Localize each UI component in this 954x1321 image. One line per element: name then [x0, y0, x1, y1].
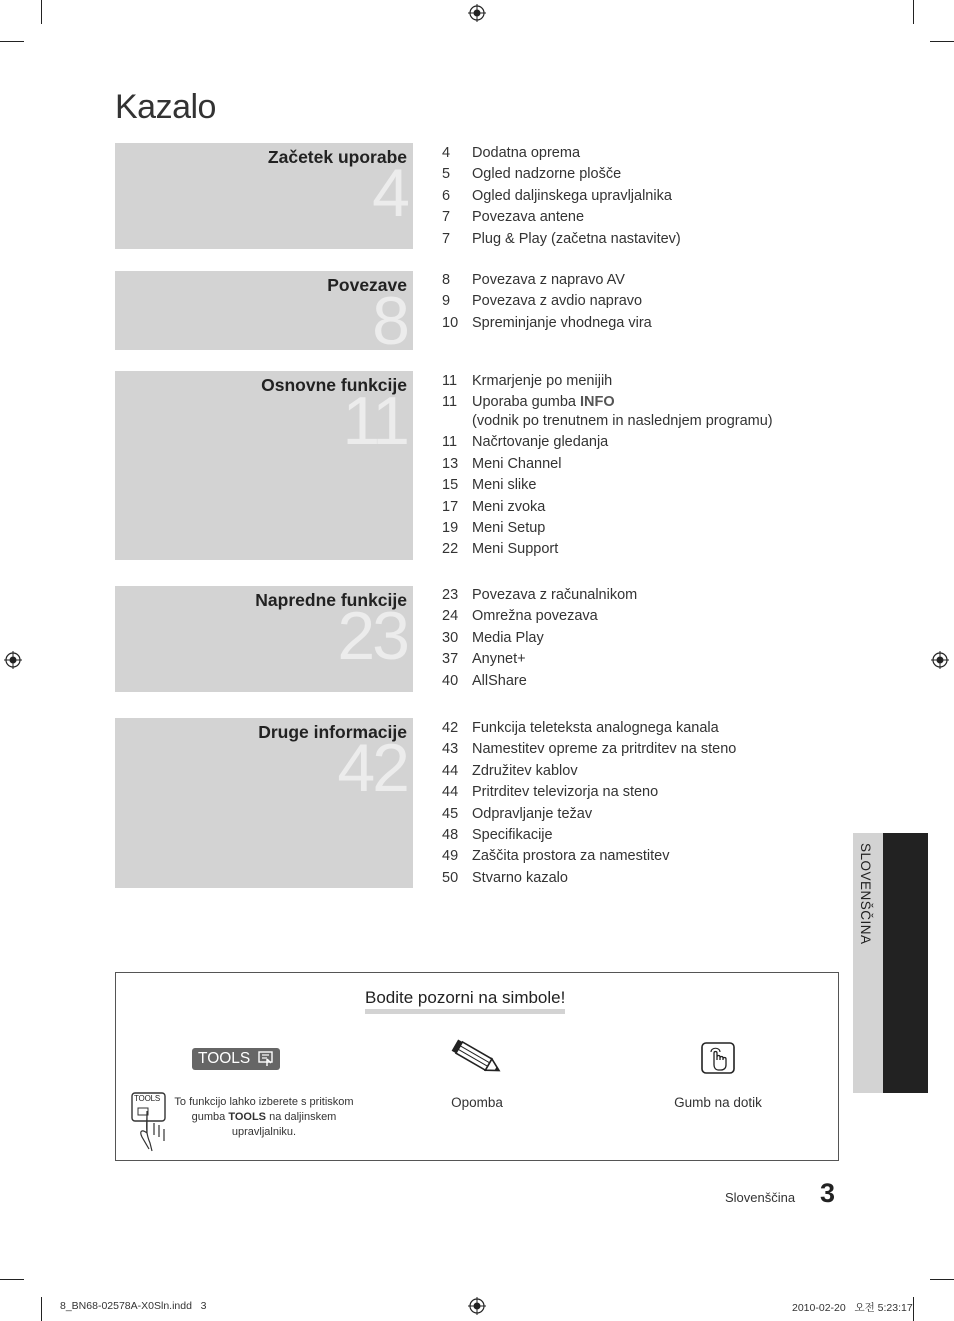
entry-text: Spreminjanje vhodnega vira: [472, 314, 652, 331]
section-box-zacetek-uporabe: [115, 143, 413, 249]
crop-mark: [913, 1297, 914, 1321]
entry-text: Media Play: [472, 629, 544, 646]
tools-description-line: upravljalniku.: [231, 1126, 297, 1138]
entry-text: Dodatna oprema: [472, 145, 581, 161]
section-title: Osnovne funkcije: [261, 375, 407, 395]
entry-page: 8: [442, 272, 451, 288]
entry-text: Specifikacije: [472, 826, 553, 843]
entry-text: Meni Support: [472, 541, 559, 558]
section-title: Začetek uporabe: [267, 147, 407, 167]
entry-page: 37: [442, 651, 459, 668]
page-number: 3: [820, 1178, 836, 1208]
language-tab-label: SLOVENŠČINA: [858, 843, 873, 945]
entry-text: Odpravljanje težav: [472, 805, 593, 822]
crop-mark: [0, 41, 24, 42]
tools-badge: [192, 1048, 280, 1070]
entry-text: Meni Setup: [472, 519, 546, 536]
footer-language: Slovenščina: [725, 1190, 796, 1205]
entry-page: 11: [442, 394, 458, 411]
section-box-povezave: [115, 271, 413, 359]
entry-page: 49: [442, 848, 459, 865]
entry-page: 5: [442, 166, 451, 183]
entry-page: 48: [442, 826, 459, 843]
language-tab-marker: [883, 833, 928, 1093]
section-title: Druge informacije: [258, 722, 407, 742]
entry-page: 40: [442, 672, 459, 689]
entry-text: Namestitev opreme za pritrditev na steno: [472, 741, 737, 758]
entry-page: 22: [442, 541, 459, 558]
section-number: 8: [372, 283, 407, 359]
entry-text: Povezava z avdio napravo: [472, 293, 643, 310]
entry-text: Načrtovanje gledanja: [472, 434, 609, 451]
section-title: Napredne funkcije: [255, 590, 407, 610]
entry-text: Plug & Play (začetna nastavitev): [472, 230, 681, 247]
entry-text: Funkcija teleteksta analognega kanala: [472, 720, 719, 736]
crop-mark: [41, 1297, 42, 1321]
crop-mark: [913, 0, 914, 24]
entry-page: 44: [442, 784, 459, 801]
entry-page: 24: [442, 608, 459, 625]
crop-mark: [41, 0, 42, 24]
entry-page: 43: [442, 741, 459, 758]
entry-page: 15: [442, 477, 459, 494]
entry-page: 23: [442, 587, 459, 603]
entry-page: 45: [442, 805, 459, 822]
entry-text: Združitev kablov: [472, 762, 578, 779]
entry-page: 11: [442, 373, 458, 389]
registration-mark-icon: [931, 651, 949, 669]
registration-mark-icon: [4, 651, 22, 669]
entry-page: 4: [442, 145, 451, 161]
entry-page: 19: [442, 519, 459, 536]
entry-text: Pritrditev televizorja na steno: [472, 784, 659, 801]
touch-button-label: Gumb na dotik: [674, 1095, 762, 1110]
entry-page: 10: [442, 314, 459, 331]
entry-text: Stvarno kazalo: [472, 869, 568, 886]
entry-bold-text: INFO: [580, 394, 615, 411]
entry-text: Meni Channel: [472, 455, 562, 472]
section-number: 42: [337, 730, 407, 806]
print-slug-file: 8_BN68-02578A-X0Sln.indd 3: [60, 1300, 207, 1312]
tools-description-bold: TOOLS: [228, 1111, 267, 1123]
tools-description: [174, 1095, 354, 1140]
print-slug-datetime: 2010-02-20 오전 5:23:17: [792, 1302, 913, 1314]
section-number: 4: [372, 155, 407, 231]
entry-page: 7: [442, 230, 451, 247]
entry-text: Povezava z računalnikom: [472, 587, 638, 603]
tools-description-text: na daljinskem: [266, 1111, 337, 1123]
entry-text: Uporaba gumba: [472, 394, 581, 411]
touch-button-icon: [700, 1041, 736, 1075]
section-title: Povezave: [327, 275, 407, 295]
entry-text: Povezava z napravo AV: [472, 272, 625, 288]
entry-text: Anynet+: [472, 651, 526, 668]
entry-page: 50: [442, 869, 459, 886]
entry-page: 7: [442, 209, 451, 226]
entry-page: 44: [442, 762, 459, 779]
entry-text: AllShare: [472, 672, 527, 689]
crop-mark: [930, 41, 954, 42]
entry-page: 13: [442, 455, 459, 472]
section-number: 23: [337, 598, 407, 674]
tools-description-text: gumba: [191, 1111, 229, 1123]
entry-text: Ogled nadzorne plošče: [472, 166, 622, 183]
section-box-napredne-funkcije: [115, 586, 413, 692]
section-box-osnovne-funkcije: [115, 371, 413, 560]
tools-badge-label: TOOLS: [198, 1050, 251, 1067]
entry-text: Krmarjenje po menijih: [472, 373, 613, 389]
registration-mark-icon: [468, 1297, 486, 1315]
page-title: Kazalo: [115, 88, 216, 126]
entry-page: 9: [442, 293, 451, 310]
notice-title: Bodite pozorni na simbole!: [365, 988, 565, 1014]
entry-text: Meni slike: [472, 477, 537, 494]
section-box-druge-informacije: [115, 718, 413, 888]
tools-description-line: To funkcijo lahko izberete s pritiskom: [174, 1096, 354, 1108]
entry-page: 42: [442, 720, 459, 736]
entry-text: Povezava antene: [472, 209, 585, 226]
registration-mark-icon: [468, 4, 486, 22]
entry-text: Zaščita prostora za namestitev: [472, 848, 670, 865]
section-number: 11: [342, 383, 407, 459]
symbols-notice-box: [115, 972, 839, 1161]
tools-remote-label: TOOLS: [134, 1094, 160, 1103]
tools-symbol-icon: [258, 1051, 275, 1067]
crop-mark: [0, 1279, 24, 1280]
entry-subtext: (vodnik po trenutnem in naslednjem programu): [472, 413, 773, 430]
crop-mark: [930, 1279, 954, 1280]
note-label: Opomba: [451, 1095, 503, 1110]
entry-text: Ogled daljinskega upravljalnika: [472, 187, 672, 204]
note-pencil-icon: [450, 1039, 506, 1079]
tools-description-line: [174, 1110, 354, 1125]
entry-text: Omrežna povezava: [472, 608, 598, 625]
entry-page: 6: [442, 187, 451, 204]
entry-page: 11: [442, 434, 458, 451]
entry-page: 30: [442, 629, 459, 646]
entry-page: 17: [442, 498, 459, 515]
entry-text: Meni zvoka: [472, 498, 546, 515]
